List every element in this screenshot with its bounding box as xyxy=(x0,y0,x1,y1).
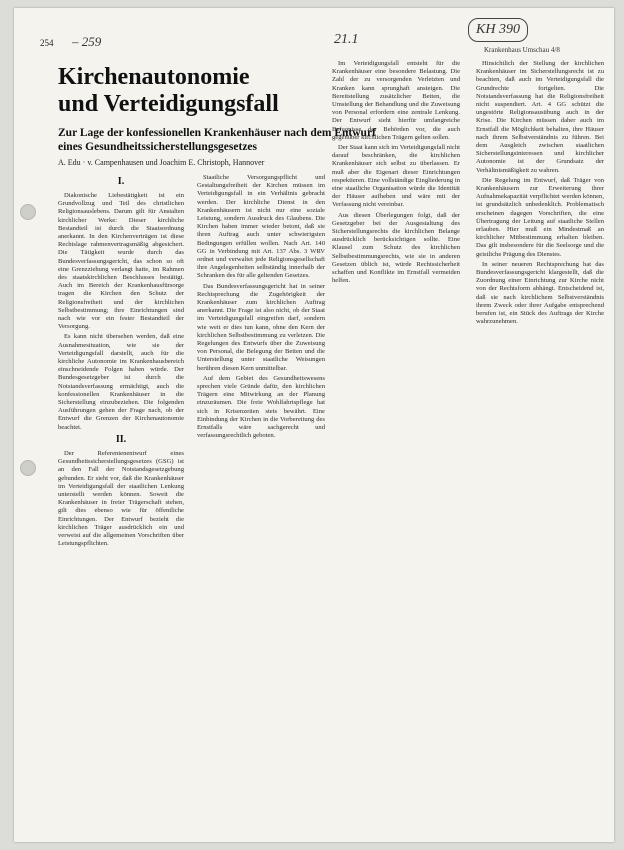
article-subtitle: Zur Lage der konfessionellen Krankenhäuser nach dem Entwurf eines Gesundheitssicherstellungsgesetzes xyxy=(58,127,376,153)
paragraph: Das Bundesverfassungsgericht hat in seiner Rechtsprechung die Zugehörigkeit der Krankenhäuser zum kirchlichen Auftrag anerkannt. Die Frage ist also nicht, ob der Staat im Verteidigungsfall eingreifen darf, sondern wie weit er dies tun kann, ohne den Kern der kirchlichen Selbstbestimmung zu verletzen. Die Regelungen des Entwurfs über die Zuweisung von Personal, die Belegung der Betten und die Unterstellung unter staatliche Weisungen berühren diesen Kern unmittelbar. xyxy=(197,282,325,372)
paragraph: Auf dem Gebiet des Gesundheitswesens sprechen viele Gründe dafür, den kirchlichen Trägern eine Mitwirkung an der Planung einzuräumen. Die freie Wohlfahrtspflege hat sich in Krisenzeiten stets bewährt. Eine Einbindung der Kirchen in die Vorbereitung des Ernstfalls wäre sachgerecht und verfassungsrechtlich geboten. xyxy=(197,374,325,440)
punch-hole xyxy=(20,460,36,476)
article-authors: A. Edu · v. Campenhausen und Joachim E. Christoph, Hannover xyxy=(58,158,265,167)
paragraph: Aus diesen Überlegungen folgt, daß der Gesetzgeber bei der Ausgestaltung des Sicherstellungsrechts die kirchlichen Belange ausdrücklich berücksichtigen sollte. Eine Klausel zum Schutz des kirchlichen Selbstbestimmungsrechts, wie sie in anderen Gesetzen üblich ist, würde Rechtssicherheit schaffen und Konflikte im Ernstfall vermeiden helfen. xyxy=(332,211,460,285)
paragraph: Diakonische Liebestätigkeit ist ein Grundvollzug und Teil des christlichen Religionsauslebens. Darum gilt für Anstalten kirchlicher Werke: Dieser kirchliche Bestandteil ist durch die Staatsordnung anerkannt. In den Kirchenverträgen ist diese Rechtslage rahmenvertragsmäßig abgesichert. Die Tätigkeit wurde durch das Bundesverfassungsgericht, das schon so oft eine Grenzziehung verlangt hatte, im Rahmen des staatskirchlichen Beschlusses bestätigt. Auch im Bereich der Krankenhausfürsorge tragen die Kirchen den Schutz der Religionsfreiheit und der kirchlichen Selbstbestimmung; ihre Einrichtungen sind nach wie vor ein fester Bestandteil der Versorgung. xyxy=(58,192,184,331)
journal-name: Krankenhaus Umschau 4/8 xyxy=(484,46,560,54)
title-line-2: und Verteidigungsfall xyxy=(58,91,279,117)
handwritten-page-number: – 259 xyxy=(72,34,102,49)
paragraph: In seiner neueren Rechtsprechung hat das Bundesverfassungsgericht klargestellt, daß die Zuordnung einer Einrichtung zur Kirche nicht von der Rechtsform abhängt. Entscheidend ist, daß sie nach kirchlichem Selbstverständnis ihrem Zweck oder ihrer Aufgabe entsprechend berufen ist, ein Stück des Auftrags der Kirche wahrzunehmen. xyxy=(476,260,604,326)
paragraph: Im Verteidigungsfall entsteht für die Krankenhäuser eine besondere Belastung. Die Zahl der zu versorgenden Verletzten und Kranken kann sprunghaft ansteigen. Die Bereitstellung zusätzlicher Betten, die Umstellung der Behandlung und die Zuweisung von Personal erfordern eine zentrale Lenkung. Der Entwurf sieht hierfür umfangreiche Befugnisse der Behörden vor, die auch gegenüber kirchlichen Trägern gelten sollen. xyxy=(332,60,460,141)
section-heading: I. xyxy=(117,176,125,187)
handwritten-mark: 21.1 xyxy=(334,32,359,47)
page-number: 254 xyxy=(40,38,54,48)
paragraph: Hinsichtlich der Stellung der kirchlichen Krankenhäuser im Sicherstellungsrecht ist zu beachten, daß auch im Verteidigungsfall die Grundrechte fortgelten. Die Notstandsverfassung hat die Religionsfreiheit nicht suspendiert. Art. 4 GG schützt die ungestörte Religionsausübung auch in der Krise. Die Kirchen müssen daher auch im Ernstfall die Möglichkeit behalten, ihre Häuser nach ihrem Selbstverständnis zu führen. Bei dem Ausgleich zwischen staatlichen Sicherstellungsinteressen und kirchlicher Autonomie ist der Grundsatz der Verhältnismäßigkeit zu wahren. xyxy=(476,60,604,174)
title-line-1: Kirchenautonomie xyxy=(58,64,250,90)
paragraph: Es kann nicht übersehen werden, daß eine Ausnahmesituation, wie sie der Verteidigungsfall darstellt, auch für die kirchliche Autonomie im Krankenhausbereich einschneidende Folgen haben würde. Der Bundesgesetzgeber ist durch die Notstandsverfassung ermächtigt, auch die konfessionellen Krankenhäuser in die Sicherstellung einzubeziehen. Die folgenden Ausführungen gehen der Frage nach, ob der Entwurf die Grenzen der Kirchenautonomie beachtet. xyxy=(58,333,184,431)
punch-hole xyxy=(20,204,36,220)
paragraph: Staatliche Versorgungspflicht und Gestaltungsfreiheit der Kirchen müssen im Verteidigungsfall in ein Verhältnis gebracht werden. Der kirchliche Dienst in den Krankenhäusern ist nicht nur eine soziale Leistung, sondern Ausdruck des Glaubens. Die Kirchen haben immer wieder betont, daß sie ihren Auftrag auch unter schwierigsten Bedingungen erfüllen wollen. Nach Art. 140 GG in Verbindung mit Art. 137 Abs. 3 WRV ordnet und verwaltet jede Religionsgesellschaft ihre Angelegenheiten selbständig innerhalb der Schranken des für alle geltenden Gesetzes. xyxy=(197,174,325,280)
paragraph: Der Referentenentwurf eines Gesundheitssicherstellungsgesetzes (GSG) ist an den Fall der Notstandsgesetzgebung gebunden. Er sieht vor, daß die Krankenhäuser im Verteidigungsfall der staatlichen Lenkung unterstellt werden können. Soweit die Krankenhäuser in freier Trägerschaft stehen, gilt dies ebenso wie für öffentliche Einrichtungen. Der Entwurf bezieht die kirchlichen Träger ausdrücklich ein und verweist auf die allgemeinen Vorschriften über Leistungspflichten. xyxy=(58,449,184,548)
paper-page xyxy=(14,8,614,842)
text-column-2 xyxy=(197,174,325,832)
archive-stamp: KH 390 xyxy=(468,18,528,42)
section-heading: II. xyxy=(115,433,127,445)
text-column-3 xyxy=(332,60,460,832)
text-column-1 xyxy=(58,174,184,832)
text-column-4 xyxy=(476,60,604,832)
paragraph: Der Staat kann sich im Verteidigungsfall nicht darauf beschränken, die kirchlichen Krankenhäuser sich selbst zu überlassen. Er muß aber die Eigenart dieser Einrichtungen respektieren. Eine vollständige Eingliederung in eine staatliche Organisation würde die Identität der Häuser aufheben und wäre mit der Verfassung nicht vereinbar. xyxy=(332,144,460,209)
paragraph: Die Regelung im Entwurf, daß Träger von Krankenhäusern zur Erweiterung ihrer Aufnahmekapazität verpflichtet werden können, ist grundsätzlich unbedenklich. Problematisch erscheinen dagegen Vorschriften, die eine Übertragung der Leitung auf staatliche Stellen erlauben. Hier muß ein Mindestmaß an kirchlicher Mitbestimmung erhalten bleiben. Das gilt insbesondere für die Seelsorge und die geistliche Prägung des Dienstes. xyxy=(476,176,604,258)
